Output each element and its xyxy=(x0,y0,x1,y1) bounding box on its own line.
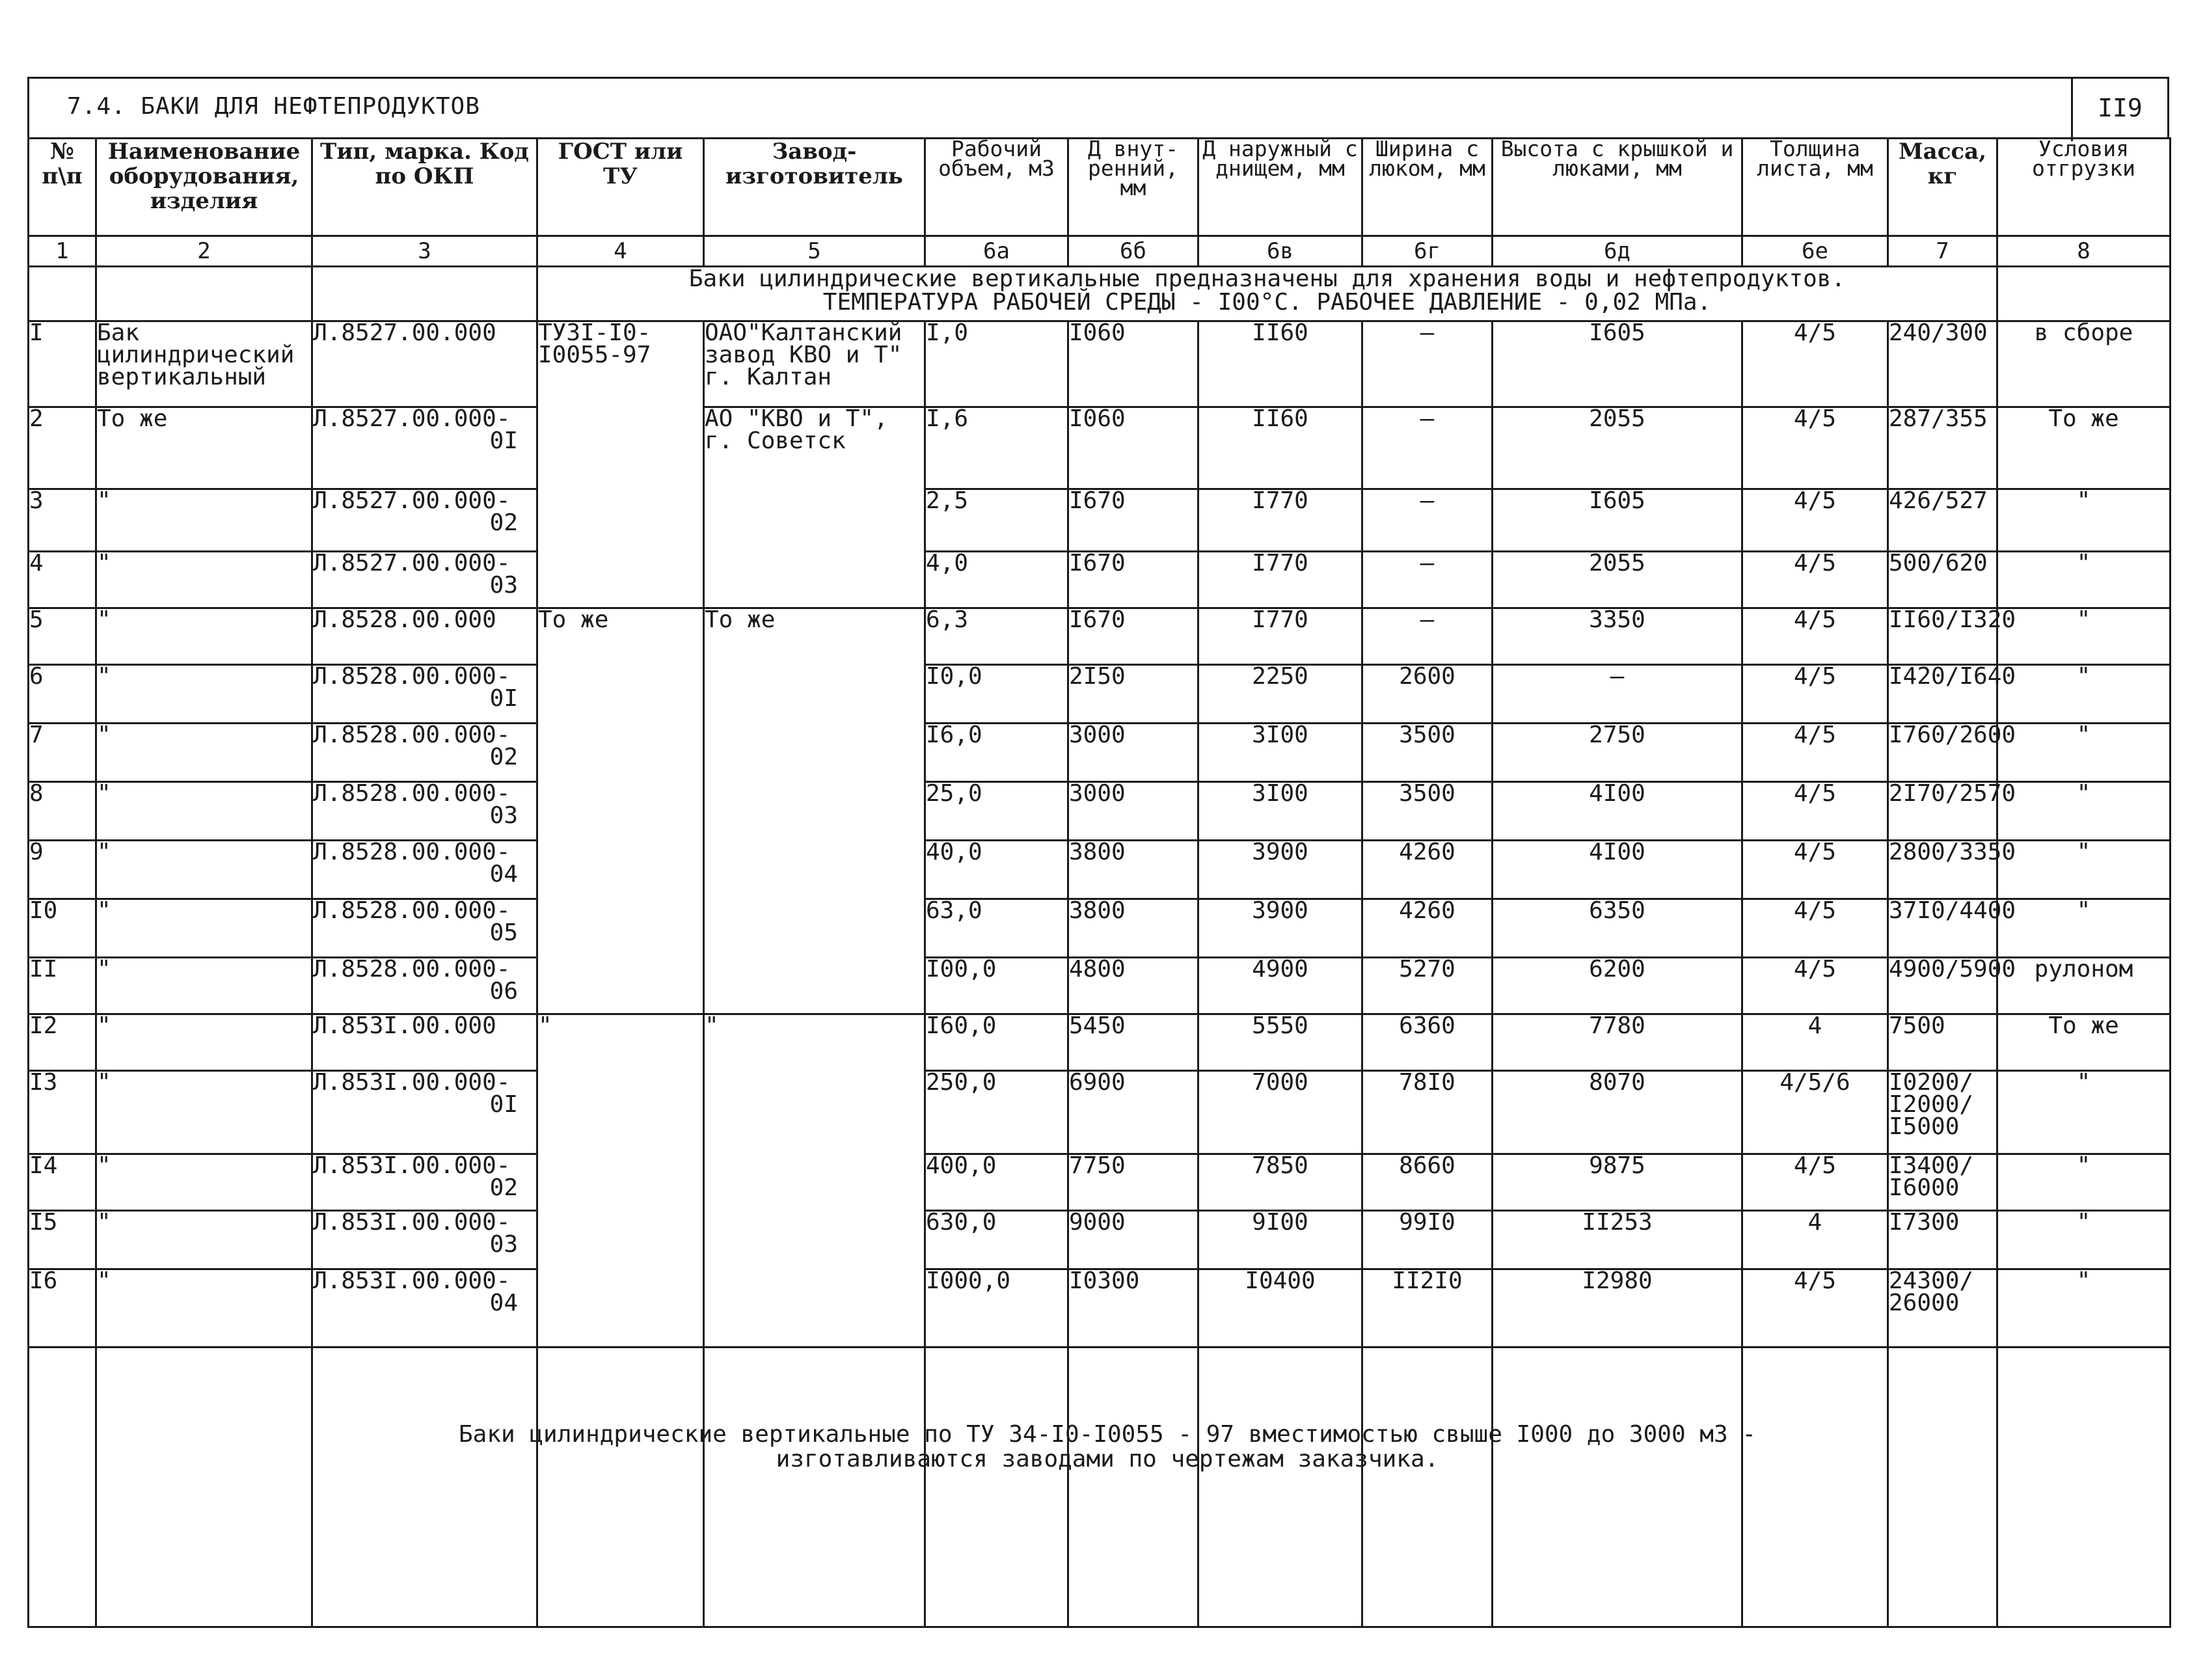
row-number: 5 xyxy=(29,608,96,665)
mass-value: I760/2600 xyxy=(1888,724,1997,782)
height-value: 9875 xyxy=(1493,1154,1742,1211)
outer-diameter-value: 3900 xyxy=(1198,841,1362,899)
width-value: 78I0 xyxy=(1362,1071,1493,1154)
volume-value: 250,0 xyxy=(925,1071,1068,1154)
table-row xyxy=(29,1071,2171,1154)
width-value: – xyxy=(1362,489,1493,552)
shipping-value: " xyxy=(1997,841,2171,899)
col-num: 7 xyxy=(1888,236,1997,267)
row-number: 9 xyxy=(29,841,96,899)
volume-value: I60,0 xyxy=(925,1014,1068,1071)
blank-cell xyxy=(1198,1348,1362,1627)
col-header-width: Ширина с люком, мм xyxy=(1362,139,1493,236)
table-row xyxy=(29,407,2171,489)
row-number: I xyxy=(29,321,96,407)
height-value: 4I00 xyxy=(1493,782,1742,841)
shipping-value: " xyxy=(1997,489,2171,552)
inner-diameter-value: 3000 xyxy=(1068,724,1198,782)
inner-diameter-value: I060 xyxy=(1068,321,1198,407)
type-code-main: Л.8527.00.000 xyxy=(313,319,496,346)
col-header-outer-diameter: Д наружный с днищем, мм xyxy=(1198,139,1362,236)
type-code xyxy=(312,321,537,407)
height-value: I2980 xyxy=(1493,1269,1742,1348)
type-code-main: Л.853I.00.000 xyxy=(313,1012,496,1039)
shipping-value: " xyxy=(1997,552,2171,608)
thickness-value: 4/5 xyxy=(1742,665,1888,724)
mass-value: 426/527 xyxy=(1888,489,1997,552)
table-row xyxy=(29,958,2171,1014)
col-num: 1 xyxy=(29,236,96,267)
type-code-suffix: 04 xyxy=(489,1290,518,1316)
outer-diameter-value: 9I00 xyxy=(1198,1211,1362,1269)
type-code xyxy=(312,1071,537,1154)
equipment-name: Бак цилиндрический вертикальный xyxy=(96,321,312,407)
volume-value: I0,0 xyxy=(925,665,1068,724)
thickness-value: 4/5 xyxy=(1742,407,1888,489)
row-number: 7 xyxy=(29,724,96,782)
factory-cell: То же xyxy=(704,608,925,1014)
width-value: II2I0 xyxy=(1362,1269,1493,1348)
outer-diameter-value: 3I00 xyxy=(1198,782,1362,841)
type-code-suffix: 0I xyxy=(489,685,518,712)
group-note xyxy=(537,267,1997,321)
mass-value: 37I0/4400 xyxy=(1888,899,1997,958)
inner-diameter-value: I670 xyxy=(1068,608,1198,665)
type-code xyxy=(312,841,537,899)
blank-cell xyxy=(1493,1348,1742,1627)
mass-value: 240/300 xyxy=(1888,321,1997,407)
footnote-line1: Баки цилиндрические вертикальные по ТУ 34-I0-I0055 - 97 вместимостью свыше I000 до 3000 м3 - xyxy=(459,1421,1756,1448)
height-value: 2750 xyxy=(1493,724,1742,782)
blank-cell xyxy=(537,1348,704,1627)
width-value: 4260 xyxy=(1362,841,1493,899)
inner-diameter-value: 9000 xyxy=(1068,1211,1198,1269)
blank-cell xyxy=(1742,1348,1888,1627)
col-header-name: Наименование оборудования, изделия xyxy=(96,139,312,236)
shipping-value: " xyxy=(1997,665,2171,724)
equipment-name: " xyxy=(96,1014,312,1071)
width-value: 2600 xyxy=(1362,665,1493,724)
type-code xyxy=(312,1269,537,1348)
col-header-thickness: Толщина листа, мм xyxy=(1742,139,1888,236)
col-num: 6г xyxy=(1362,236,1493,267)
type-code-suffix: 06 xyxy=(489,978,518,1005)
row-number: I2 xyxy=(29,1014,96,1071)
group-note-line2: ТЕМПЕРАТУРА РАБОЧЕЙ СРЕДЫ - I00°С. РАБОЧЕЕ ДАВЛЕНИЕ - 0,02 МПа. xyxy=(822,289,1712,316)
equipment-name: " xyxy=(96,1269,312,1348)
thickness-value: 4 xyxy=(1742,1211,1888,1269)
type-code xyxy=(312,1154,537,1211)
col-header-factory: Завод-изготовитель xyxy=(704,139,925,236)
type-code-main: Л.853I.00.000- xyxy=(313,1267,511,1294)
shipping-value: " xyxy=(1997,608,2171,665)
thickness-value: 4/5 xyxy=(1742,724,1888,782)
height-value: II253 xyxy=(1493,1211,1742,1269)
col-num: 6б xyxy=(1068,236,1198,267)
shipping-value: " xyxy=(1997,1071,2171,1154)
shipping-value: " xyxy=(1997,1154,2171,1211)
mass-value: I7300 xyxy=(1888,1211,1997,1269)
type-code-main: Л.8528.00.000- xyxy=(313,663,511,690)
type-code-main: Л.8527.00.000- xyxy=(313,550,511,576)
type-code-suffix: 03 xyxy=(489,1231,518,1258)
type-code xyxy=(312,608,537,665)
height-value: 6350 xyxy=(1493,899,1742,958)
col-num: 6д xyxy=(1493,236,1742,267)
type-code-main: Л.8527.00.000- xyxy=(313,487,511,514)
blank-cell xyxy=(29,1348,96,1627)
outer-diameter-value: I0400 xyxy=(1198,1269,1362,1348)
volume-value: I6,0 xyxy=(925,724,1068,782)
inner-diameter-value: I060 xyxy=(1068,407,1198,489)
equipment-name: " xyxy=(96,552,312,608)
height-value: 8070 xyxy=(1493,1071,1742,1154)
volume-value: 25,0 xyxy=(925,782,1068,841)
inner-diameter-value: I670 xyxy=(1068,489,1198,552)
type-code-main: Л.853I.00.000- xyxy=(313,1152,511,1179)
width-value: – xyxy=(1362,321,1493,407)
shipping-value: " xyxy=(1997,1211,2171,1269)
mass-value: 7500 xyxy=(1888,1014,1997,1071)
type-code-suffix: 0I xyxy=(489,1091,518,1118)
col-num: 3 xyxy=(312,236,537,267)
thickness-value: 4/5 xyxy=(1742,899,1888,958)
thickness-value: 4/5/6 xyxy=(1742,1071,1888,1154)
col-header-shipping: Условия отгрузки xyxy=(1997,139,2171,236)
thickness-value: 4/5 xyxy=(1742,782,1888,841)
width-value: 5270 xyxy=(1362,958,1493,1014)
col-num: 4 xyxy=(537,236,704,267)
inner-diameter-value: I0300 xyxy=(1068,1269,1198,1348)
gost-cell: ТУ3I-I0-I0055-97 xyxy=(537,321,704,608)
inner-diameter-value: 6900 xyxy=(1068,1071,1198,1154)
type-code xyxy=(312,782,537,841)
height-value: I605 xyxy=(1493,489,1742,552)
height-value: 3350 xyxy=(1493,608,1742,665)
height-value: 4I00 xyxy=(1493,841,1742,899)
col-header-inner-diameter: Д внут-ренний, мм xyxy=(1068,139,1198,236)
factory-cell: АО "КВО и Т", г. Советск xyxy=(704,407,925,608)
table-row xyxy=(29,841,2171,899)
type-code xyxy=(312,899,537,958)
group-note-line1: Баки цилиндрические вертикальные предназначены для хранения воды и нефтепродуктов. xyxy=(688,265,1846,292)
mass-value: 24300/ 26000 xyxy=(1888,1269,1997,1348)
group-note-row xyxy=(29,267,2171,321)
type-code xyxy=(312,489,537,552)
height-value: – xyxy=(1493,665,1742,724)
width-value: – xyxy=(1362,608,1493,665)
equipment-name: " xyxy=(96,1211,312,1269)
row-number: I0 xyxy=(29,899,96,958)
equipment-name: " xyxy=(96,1154,312,1211)
table-row xyxy=(29,489,2171,552)
col-num: 5 xyxy=(704,236,925,267)
mass-value: I420/I640 xyxy=(1888,665,1997,724)
type-code xyxy=(312,552,537,608)
thickness-value: 4/5 xyxy=(1742,489,1888,552)
mass-value: 2I70/2570 xyxy=(1888,782,1997,841)
type-code-suffix: 03 xyxy=(489,802,518,829)
outer-diameter-value: 5550 xyxy=(1198,1014,1362,1071)
type-code-main: Л.8528.00.000- xyxy=(313,956,511,982)
equipment-name: " xyxy=(96,608,312,665)
volume-value: 40,0 xyxy=(925,841,1068,899)
col-num: 6а xyxy=(925,236,1068,267)
type-code-suffix: 05 xyxy=(489,919,518,946)
thickness-value: 4/5 xyxy=(1742,841,1888,899)
height-value: 2055 xyxy=(1493,407,1742,489)
type-code-main: Л.8527.00.000- xyxy=(313,405,511,432)
type-code-main: Л.853I.00.000- xyxy=(313,1069,511,1096)
volume-value: 630,0 xyxy=(925,1211,1068,1269)
row-number: 4 xyxy=(29,552,96,608)
inner-diameter-value: 4800 xyxy=(1068,958,1198,1014)
width-value: 99I0 xyxy=(1362,1211,1493,1269)
equipment-name: " xyxy=(96,841,312,899)
outer-diameter-value: 4900 xyxy=(1198,958,1362,1014)
blank-row xyxy=(29,1348,2171,1627)
equipment-name: " xyxy=(96,782,312,841)
row-number: 6 xyxy=(29,665,96,724)
table-row xyxy=(29,552,2171,608)
outer-diameter-value: 7850 xyxy=(1198,1154,1362,1211)
inner-diameter-value: 5450 xyxy=(1068,1014,1198,1071)
thickness-value: 4/5 xyxy=(1742,608,1888,665)
volume-value: I,0 xyxy=(925,321,1068,407)
shipping-value: То же xyxy=(1997,1014,2171,1071)
col-header-number: № п\п xyxy=(29,139,96,236)
equipment-table xyxy=(27,137,2171,1628)
type-code xyxy=(312,1211,537,1269)
table-row xyxy=(29,321,2171,407)
width-value: – xyxy=(1362,407,1493,489)
width-value: 3500 xyxy=(1362,782,1493,841)
equipment-name: " xyxy=(96,1071,312,1154)
volume-value: I000,0 xyxy=(925,1269,1068,1348)
row-number: 2 xyxy=(29,407,96,489)
outer-diameter-value: I770 xyxy=(1198,608,1362,665)
inner-diameter-value: I670 xyxy=(1068,552,1198,608)
volume-value: I,6 xyxy=(925,407,1068,489)
col-num: 2 xyxy=(96,236,312,267)
outer-diameter-value: I770 xyxy=(1198,552,1362,608)
shipping-value: рулоном xyxy=(1997,958,2171,1014)
outer-diameter-value: II60 xyxy=(1198,407,1362,489)
volume-value: 2,5 xyxy=(925,489,1068,552)
blank-cell xyxy=(1068,1348,1198,1627)
equipment-name: " xyxy=(96,724,312,782)
row-number: I3 xyxy=(29,1071,96,1154)
mass-value: 4900/5900 xyxy=(1888,958,1997,1014)
width-value: 6360 xyxy=(1362,1014,1493,1071)
document-sheet xyxy=(27,77,2169,1607)
type-code-suffix: 02 xyxy=(489,509,518,536)
thickness-value: 4/5 xyxy=(1742,1269,1888,1348)
table-row xyxy=(29,899,2171,958)
footnote xyxy=(327,1422,1888,1472)
thickness-value: 4/5 xyxy=(1742,552,1888,608)
gost-cell: " xyxy=(537,1014,704,1348)
type-code-main: Л.8528.00.000- xyxy=(313,722,511,748)
row-number: I5 xyxy=(29,1211,96,1269)
equipment-name: " xyxy=(96,489,312,552)
width-value: 8660 xyxy=(1362,1154,1493,1211)
type-code xyxy=(312,1014,537,1071)
type-code-main: Л.8528.00.000 xyxy=(313,606,496,633)
type-code xyxy=(312,665,537,724)
volume-value: 6,3 xyxy=(925,608,1068,665)
row-number: I4 xyxy=(29,1154,96,1211)
row-number: 8 xyxy=(29,782,96,841)
table-row xyxy=(29,608,2171,665)
table-row xyxy=(29,1014,2171,1071)
mass-value: 500/620 xyxy=(1888,552,1997,608)
inner-diameter-value: 3800 xyxy=(1068,841,1198,899)
volume-value: 400,0 xyxy=(925,1154,1068,1211)
type-code-suffix: 02 xyxy=(489,1174,518,1201)
outer-diameter-value: II60 xyxy=(1198,321,1362,407)
equipment-name: То же xyxy=(96,407,312,489)
blank-cell xyxy=(925,1348,1068,1627)
col-header-gost: ГОСТ или ТУ xyxy=(537,139,704,236)
thickness-value: 4/5 xyxy=(1742,1154,1888,1211)
col-header-mass: Масса, кг xyxy=(1888,139,1997,236)
type-code-main: Л.8528.00.000- xyxy=(313,897,511,924)
table-row xyxy=(29,1269,2171,1348)
inner-diameter-value: 7750 xyxy=(1068,1154,1198,1211)
outer-diameter-value: 2250 xyxy=(1198,665,1362,724)
height-value: 7780 xyxy=(1493,1014,1742,1071)
mass-value: 287/355 xyxy=(1888,407,1997,489)
type-code-suffix: 03 xyxy=(489,572,518,599)
type-code-suffix: 02 xyxy=(489,744,518,770)
width-value: – xyxy=(1362,552,1493,608)
blank-cell xyxy=(96,1348,312,1627)
type-code-main: Л.853I.00.000- xyxy=(313,1209,511,1236)
blank-cell xyxy=(1888,1348,1997,1627)
col-header-type: Тип, марка. Код по ОКП xyxy=(312,139,537,236)
outer-diameter-value: 3900 xyxy=(1198,899,1362,958)
shipping-value: " xyxy=(1997,782,2171,841)
type-code xyxy=(312,407,537,489)
gost-cell: То же xyxy=(537,608,704,1014)
header-row xyxy=(29,139,2171,236)
volume-value: I00,0 xyxy=(925,958,1068,1014)
equipment-name: " xyxy=(96,958,312,1014)
table-row xyxy=(29,724,2171,782)
blank-cell xyxy=(704,1348,925,1627)
blank-cell xyxy=(1362,1348,1493,1627)
col-header-volume: Рабочий объем, м3 xyxy=(925,139,1068,236)
height-value: 6200 xyxy=(1493,958,1742,1014)
shipping-value: " xyxy=(1997,899,2171,958)
outer-diameter-value: 3I00 xyxy=(1198,724,1362,782)
column-number-row xyxy=(29,236,2171,267)
section-header xyxy=(27,77,2169,139)
mass-value: II60/I320 xyxy=(1888,608,1997,665)
factory-cell: " xyxy=(704,1014,925,1348)
type-code-main: Л.8528.00.000- xyxy=(313,839,511,865)
shipping-value: То же xyxy=(1997,407,2171,489)
footnote-line2: изготавливаются заводами по чертежам заказчика. xyxy=(776,1446,1439,1472)
type-code xyxy=(312,958,537,1014)
outer-diameter-value: 7000 xyxy=(1198,1071,1362,1154)
equipment-name: " xyxy=(96,665,312,724)
section-title: 7.4. БАКИ ДЛЯ НЕФТЕПРОДУКТОВ xyxy=(67,93,480,120)
outer-diameter-value: I770 xyxy=(1198,489,1362,552)
table-row xyxy=(29,1154,2171,1211)
thickness-value: 4 xyxy=(1742,1014,1888,1071)
type-code-suffix: 0I xyxy=(489,427,518,454)
thickness-value: 4/5 xyxy=(1742,958,1888,1014)
volume-value: 4,0 xyxy=(925,552,1068,608)
col-num: 6в xyxy=(1198,236,1362,267)
page-number: II9 xyxy=(2071,79,2167,141)
inner-diameter-value: 2I50 xyxy=(1068,665,1198,724)
type-code-main: Л.8528.00.000- xyxy=(313,780,511,807)
shipping-value: " xyxy=(1997,1269,2171,1348)
col-num: 8 xyxy=(1997,236,2171,267)
table-row xyxy=(29,782,2171,841)
row-number: 3 xyxy=(29,489,96,552)
height-value: 2055 xyxy=(1493,552,1742,608)
height-value: I605 xyxy=(1493,321,1742,407)
inner-diameter-value: 3000 xyxy=(1068,782,1198,841)
blank-cell xyxy=(312,1348,537,1627)
volume-value: 63,0 xyxy=(925,899,1068,958)
thickness-value: 4/5 xyxy=(1742,321,1888,407)
row-number: II xyxy=(29,958,96,1014)
row-number: I6 xyxy=(29,1269,96,1348)
equipment-name: " xyxy=(96,899,312,958)
shipping-value: " xyxy=(1997,724,2171,782)
mass-value: 2800/3350 xyxy=(1888,841,1997,899)
shipping-value: в сборе xyxy=(1997,321,2171,407)
type-code-suffix: 04 xyxy=(489,861,518,887)
mass-value: I0200/ I2000/ I5000 xyxy=(1888,1071,1997,1154)
width-value: 4260 xyxy=(1362,899,1493,958)
factory-cell: ОАО"Калтанский завод КВО и Т" г. Калтан xyxy=(704,321,925,407)
col-header-height: Высота с крышкой и люками, мм xyxy=(1493,139,1742,236)
inner-diameter-value: 3800 xyxy=(1068,899,1198,958)
mass-value: I3400/ I6000 xyxy=(1888,1154,1997,1211)
type-code xyxy=(312,724,537,782)
table-row xyxy=(29,665,2171,724)
table-row xyxy=(29,1211,2171,1269)
blank-cell xyxy=(1997,1348,2171,1627)
col-num: 6е xyxy=(1742,236,1888,267)
width-value: 3500 xyxy=(1362,724,1493,782)
